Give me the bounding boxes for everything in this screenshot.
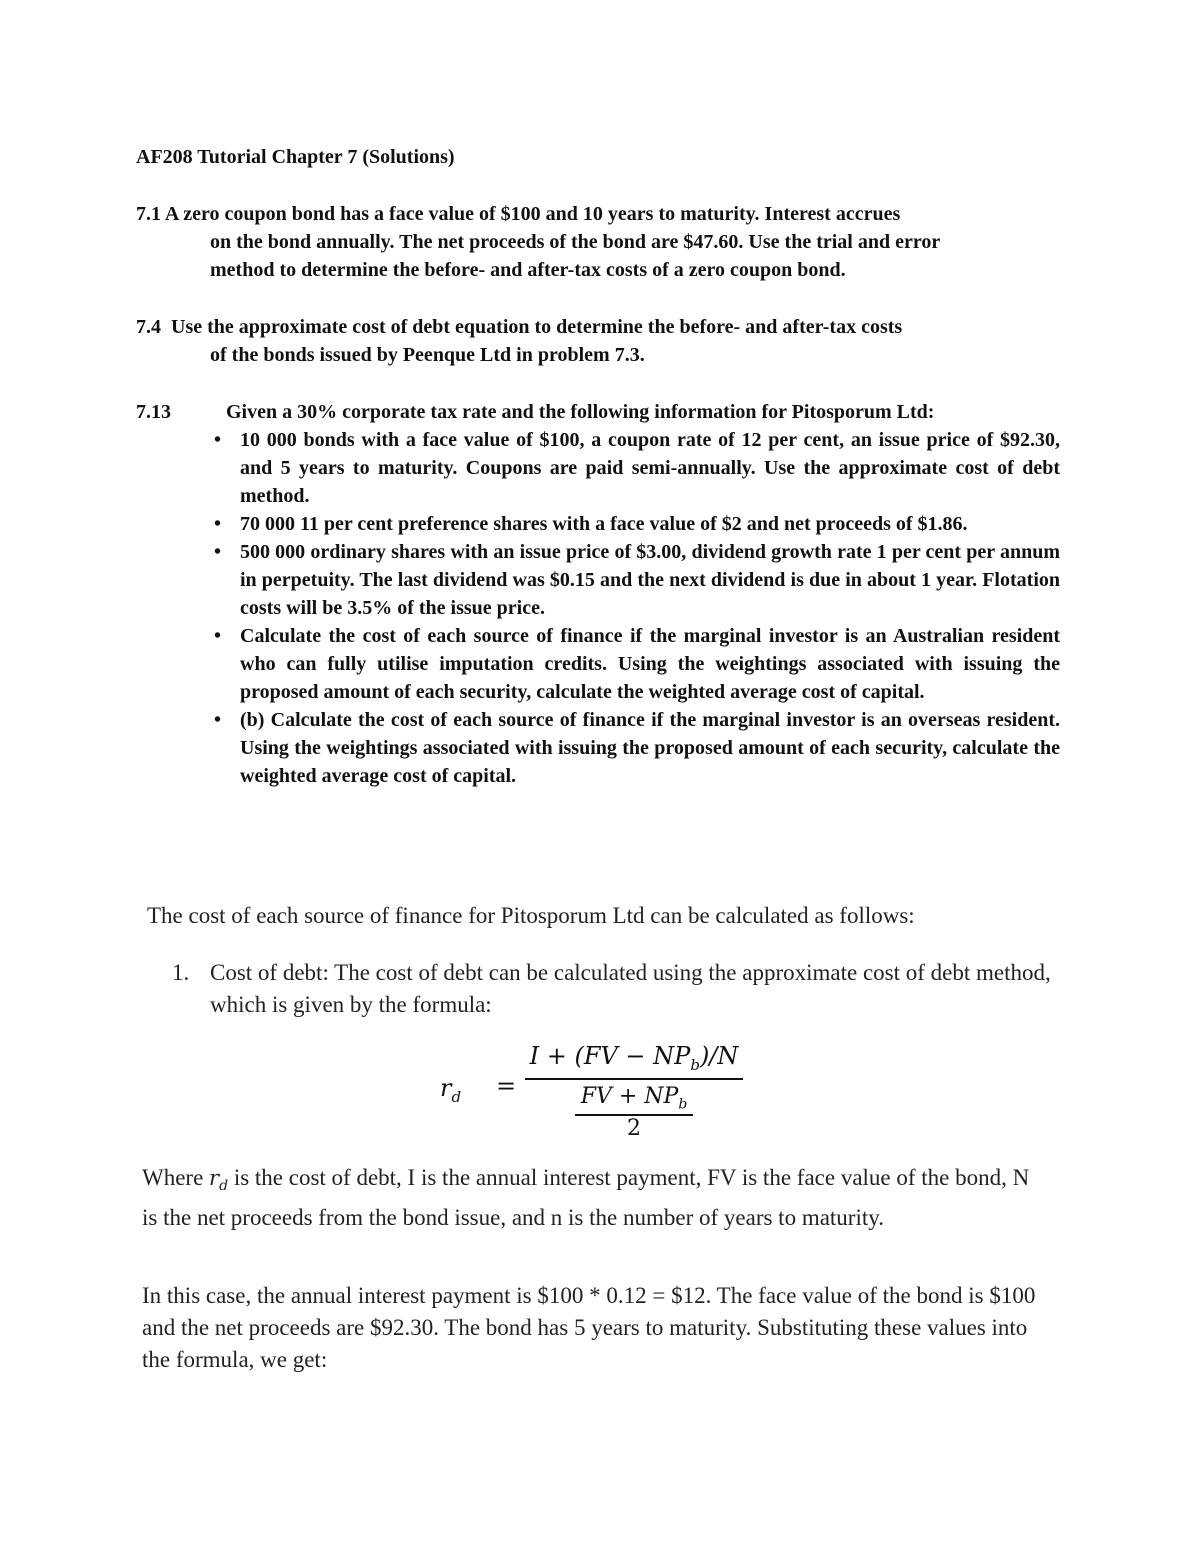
bullet-icon: •: [214, 625, 222, 647]
formula-equals: =: [496, 1072, 517, 1100]
list-item: [136, 622, 1060, 706]
problem-7-4: [136, 313, 1060, 369]
bullet-text: 70 000 11 per cent preference shares with a face value of $2 and net proceeds of $1.86.: [240, 513, 968, 535]
bullet-text: (b) Calculate the cost of each source of finance if the marginal investor is an overseas resident. Using the weightings associated with issuing the proposed amount of each security, calculate the weighted average cost of capital.: [240, 709, 1060, 787]
problem-7-13-bullet-list: [136, 426, 1060, 790]
fraction-bar: [525, 1078, 743, 1080]
problem-7-13: [136, 398, 1060, 790]
formula-numerator-sub: b: [690, 1055, 700, 1074]
explanation-lead: Where: [142, 1165, 210, 1190]
list-item: [136, 426, 1060, 510]
formula-lhs-sub: d: [451, 1087, 462, 1106]
bullet-icon: •: [214, 429, 222, 451]
explanation-var: [209, 1166, 229, 1195]
formula-lhs: [440, 1074, 461, 1106]
cost-of-debt-formula: [440, 1040, 760, 1150]
bullet-text: 10 000 bonds with a face value of $100, a coupon rate of 12 per cent, an issue price of $92.30, and 5 years to maturity. Coupons are paid semi-annually. Use the approximate cost of debt method.: [240, 429, 1060, 507]
explanation-var-sub: d: [219, 1178, 229, 1195]
formula-numerator-a: I + (FV − NP: [529, 1042, 691, 1070]
bullet-icon: •: [214, 513, 222, 535]
problem-7-4-number: 7.4: [136, 316, 161, 338]
list-item: [136, 706, 1060, 790]
problem-7-4-line1: [136, 313, 1060, 341]
step-number: 1.: [172, 960, 190, 985]
bullet-icon: •: [214, 709, 222, 731]
formula-explanation: [142, 1162, 1042, 1234]
problem-7-4-text-2: of the bonds issued by Peenque Ltd in problem 7.3.: [210, 344, 645, 366]
explanation-rest: is the cost of debt, I is the annual interest payment, FV is the face value of the bond, N is the net proceeds from the bond issue, and n is the number of years to maturity.: [142, 1165, 1030, 1231]
problem-7-1-line1: [136, 200, 1060, 228]
solution-intro: The cost of each source of finance for Pitosporum Ltd can be calculated as follows:: [147, 903, 915, 928]
bullet-icon: •: [214, 541, 222, 563]
explanation-var-letter: r: [209, 1166, 220, 1190]
problem-7-13-intro: Given a 30% corporate tax rate and the following information for Pitosporum Ltd:: [226, 401, 935, 423]
solution-step-1: [172, 957, 1052, 1021]
problem-7-13-number: 7.13: [136, 401, 171, 423]
formula-lhs-var: r: [440, 1074, 452, 1102]
formula-denominator-sub: b: [678, 1096, 688, 1113]
formula-numerator: [525, 1042, 743, 1074]
formula-divisor: 2: [627, 1116, 641, 1141]
list-item: [136, 510, 1060, 538]
document-title: AF208 Tutorial Chapter 7 (Solutions): [136, 146, 455, 168]
problem-7-13-heading: [136, 398, 1060, 426]
list-item: [136, 538, 1060, 622]
step-text: Cost of debt: The cost of debt can be calculated using the approximate cost of debt method, which is given by the formula:: [210, 960, 1051, 1017]
bullet-text: Calculate the cost of each source of finance if the marginal investor is an Australian resident who can fully utilise imputation credits. Using the weightings associated with issuing the proposed amount of each security, calculate the weighted average cost of capital.: [240, 625, 1060, 703]
problem-7-1-text-1: A zero coupon bond has a face value of $100 and 10 years to maturity. Interest accrues: [164, 203, 901, 225]
bullet-text: 500 000 ordinary shares with an issue price of $3.00, dividend growth rate 1 per cent per annum in perpetuity. The last dividend was $0.15 and the next dividend is due in about 1 year. Flotation costs will be 3.5% of the issue price.: [240, 541, 1060, 619]
problem-7-1-text-2: on the bond annually. The net proceeds of the bond are $47.60. Use the trial and error: [210, 231, 941, 253]
problem-7-4-text-1: Use the approximate cost of debt equation to determine the before- and after-tax costs: [171, 316, 903, 338]
formula-denominator-a: FV + NP: [580, 1084, 679, 1109]
formula-numerator-b: )/N: [699, 1042, 739, 1070]
problem-7-1-text-3: method to determine the before- and after-tax costs of a zero coupon bond.: [210, 259, 846, 281]
problem-7-1: [136, 200, 1060, 284]
substitution-paragraph: In this case, the annual interest payment is $100 * 0.12 = $12. The face value of the bond is $100 and the net proceeds are $92.30. The bond has 5 years to maturity. Substituting these values into the formula, we get:: [142, 1283, 1036, 1372]
problem-7-1-number: 7.1: [136, 203, 161, 225]
formula-denominator: [570, 1084, 698, 1112]
